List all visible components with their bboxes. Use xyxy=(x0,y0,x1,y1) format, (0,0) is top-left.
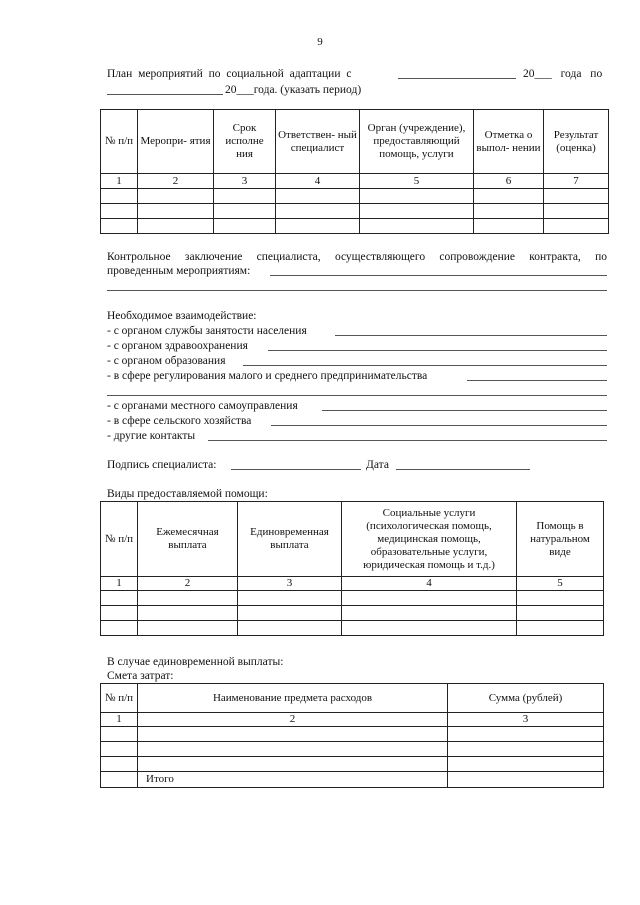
table-header: Социальные услуги (психологическая помощь, медицинская помощь, образовательные услуги, юридическая помощь и т.д.) xyxy=(342,502,517,577)
table-cell[interactable] xyxy=(138,204,214,219)
table-cell[interactable] xyxy=(360,204,474,219)
table-cell[interactable] xyxy=(101,219,138,234)
column-number: 4 xyxy=(342,577,517,591)
table-cell[interactable] xyxy=(276,189,360,204)
conclusion-field[interactable] xyxy=(270,275,607,276)
employment-field[interactable] xyxy=(335,335,607,336)
education-field[interactable] xyxy=(243,365,607,366)
table-header-row xyxy=(101,502,604,577)
plan-start-date-field[interactable] xyxy=(398,78,516,79)
table-cell[interactable] xyxy=(360,219,474,234)
column-number: 2 xyxy=(138,174,214,189)
table-cell[interactable] xyxy=(138,591,238,606)
other-contacts-field[interactable] xyxy=(208,440,607,441)
total-row xyxy=(101,772,604,788)
table-cell[interactable] xyxy=(214,219,276,234)
table-cell[interactable] xyxy=(342,591,517,606)
table-cell[interactable] xyxy=(544,219,609,234)
interaction-item-other: - другие контакты xyxy=(107,430,196,442)
plan-line-2-text: 20___года. (указать период) xyxy=(225,84,362,96)
table-header: Срок исполне ния xyxy=(214,110,276,174)
table-header: № п/п xyxy=(101,684,138,713)
interaction-item-education: - с органом образования xyxy=(107,355,226,367)
table-number-row xyxy=(101,577,604,591)
column-number: 2 xyxy=(138,713,448,727)
conclusion-line-2 xyxy=(107,265,607,281)
table-number-row xyxy=(101,713,604,727)
table-row xyxy=(101,742,604,757)
table-header: № п/п xyxy=(101,502,138,577)
signature-field[interactable] xyxy=(231,469,361,470)
table-cell[interactable] xyxy=(101,727,138,742)
table-cell[interactable] xyxy=(138,621,238,636)
table-header: Отметка о выпол- нении xyxy=(474,110,544,174)
table-header-row xyxy=(101,110,609,174)
table-cell[interactable] xyxy=(101,621,138,636)
plan-line-1-end: 20___ года по xyxy=(523,68,603,80)
table-header: Результат (оценка) xyxy=(544,110,609,174)
conclusion-label: проведенным мероприятиям: xyxy=(107,265,251,277)
table-header: № п/п xyxy=(101,110,138,174)
table-cell[interactable] xyxy=(448,727,604,742)
page-number: 9 xyxy=(317,36,323,48)
table-header: Помощь в натуральном виде xyxy=(517,502,604,577)
table-cell[interactable] xyxy=(474,189,544,204)
column-number: 5 xyxy=(517,577,604,591)
table-header-row xyxy=(101,684,604,713)
total-sum-cell[interactable] xyxy=(448,772,604,788)
table-cell[interactable] xyxy=(517,591,604,606)
interaction-title: Необходимое взаимодействие: xyxy=(107,310,257,322)
column-number: 7 xyxy=(544,174,609,189)
table-cell[interactable] xyxy=(276,219,360,234)
table-row xyxy=(101,727,604,742)
table-header: Орган (учреждение), предоставляющий помощь, услуги xyxy=(360,110,474,174)
table-cell[interactable] xyxy=(101,772,138,788)
column-number: 1 xyxy=(101,174,138,189)
column-number: 2 xyxy=(138,577,238,591)
table-cell[interactable] xyxy=(517,621,604,636)
plan-end-date-field[interactable] xyxy=(107,94,223,95)
table-cell[interactable] xyxy=(448,742,604,757)
table-cell[interactable] xyxy=(474,204,544,219)
table-cell[interactable] xyxy=(101,591,138,606)
table-row xyxy=(101,757,604,772)
table-row xyxy=(101,219,609,234)
table-cell[interactable] xyxy=(448,757,604,772)
table-cell[interactable] xyxy=(517,606,604,621)
table-cell[interactable] xyxy=(138,757,448,772)
plan-line-2 xyxy=(107,84,607,100)
table-cell[interactable] xyxy=(214,204,276,219)
table-row xyxy=(101,591,604,606)
table-cell[interactable] xyxy=(138,742,448,757)
table-row xyxy=(101,204,609,219)
conclusion-field-extra[interactable] xyxy=(107,290,607,291)
interaction-item-agriculture: - в сфере сельского хозяйства xyxy=(107,415,252,427)
plan-line-1 xyxy=(107,68,607,84)
column-number: 1 xyxy=(101,577,138,591)
table-row xyxy=(101,606,604,621)
table-header: Ежемесячная выплата xyxy=(138,502,238,577)
estimate-title: Смета затрат: xyxy=(107,670,174,682)
table-header: Наименование предмета расходов xyxy=(138,684,448,713)
table-header: Сумма (рублей) xyxy=(448,684,604,713)
onetime-title: В случае единовременной выплаты: xyxy=(107,656,284,668)
table-cell[interactable] xyxy=(544,204,609,219)
interaction-item-business: - в сфере регулирования малого и среднего предпринимательства xyxy=(107,370,428,382)
table-header: Единовременная выплата xyxy=(238,502,342,577)
table-cell[interactable] xyxy=(238,621,342,636)
column-number: 6 xyxy=(474,174,544,189)
interaction-item-health: - с органом здравоохранения xyxy=(107,340,248,352)
table-row xyxy=(101,189,609,204)
table-cell[interactable] xyxy=(276,204,360,219)
table-number-row xyxy=(101,174,609,189)
table-cell[interactable] xyxy=(474,219,544,234)
table-cell[interactable] xyxy=(101,757,138,772)
table-cell[interactable] xyxy=(238,606,342,621)
table-cell[interactable] xyxy=(101,606,138,621)
table-cell[interactable] xyxy=(101,189,138,204)
table-cell[interactable] xyxy=(342,621,517,636)
estimate-table xyxy=(100,683,604,788)
column-number: 5 xyxy=(360,174,474,189)
table-cell[interactable] xyxy=(544,189,609,204)
column-number: 3 xyxy=(448,713,604,727)
business-field-extra[interactable] xyxy=(107,395,607,396)
date-field[interactable] xyxy=(396,469,530,470)
column-number: 3 xyxy=(238,577,342,591)
table-row xyxy=(101,621,604,636)
column-number: 1 xyxy=(101,713,138,727)
interaction-item-employment: - с органом службы занятости населения xyxy=(107,325,307,337)
column-number: 3 xyxy=(214,174,276,189)
agriculture-field[interactable] xyxy=(271,425,607,426)
table-cell[interactable] xyxy=(138,606,238,621)
table-cell[interactable] xyxy=(360,189,474,204)
table-cell[interactable] xyxy=(238,591,342,606)
table-cell[interactable] xyxy=(138,727,448,742)
interaction-item-local-government: - с органами местного самоуправления xyxy=(107,400,298,412)
business-field[interactable] xyxy=(467,380,607,381)
table-cell[interactable] xyxy=(214,189,276,204)
help-title: Виды предоставляемой помощи: xyxy=(107,488,268,500)
local-government-field[interactable] xyxy=(322,410,607,411)
activities-table xyxy=(100,109,609,234)
table-cell[interactable] xyxy=(138,189,214,204)
total-label: Итого xyxy=(138,772,448,788)
plan-line-1-start: План мероприятий по социальной адаптации с xyxy=(107,68,352,80)
table-cell[interactable] xyxy=(101,204,138,219)
conclusion-line-1: Контрольное заключение специалиста, осуществляющего сопровождение контракта, по xyxy=(107,251,607,263)
column-number: 4 xyxy=(276,174,360,189)
table-cell[interactable] xyxy=(342,606,517,621)
signature-label: Подпись специалиста: xyxy=(107,459,217,471)
health-field[interactable] xyxy=(268,350,607,351)
table-cell[interactable] xyxy=(101,742,138,757)
table-header: Меропри- ятия xyxy=(138,110,214,174)
table-header: Ответствен- ный специалист xyxy=(276,110,360,174)
table-cell[interactable] xyxy=(138,219,214,234)
date-label: Дата xyxy=(366,459,389,471)
help-table xyxy=(100,501,604,636)
